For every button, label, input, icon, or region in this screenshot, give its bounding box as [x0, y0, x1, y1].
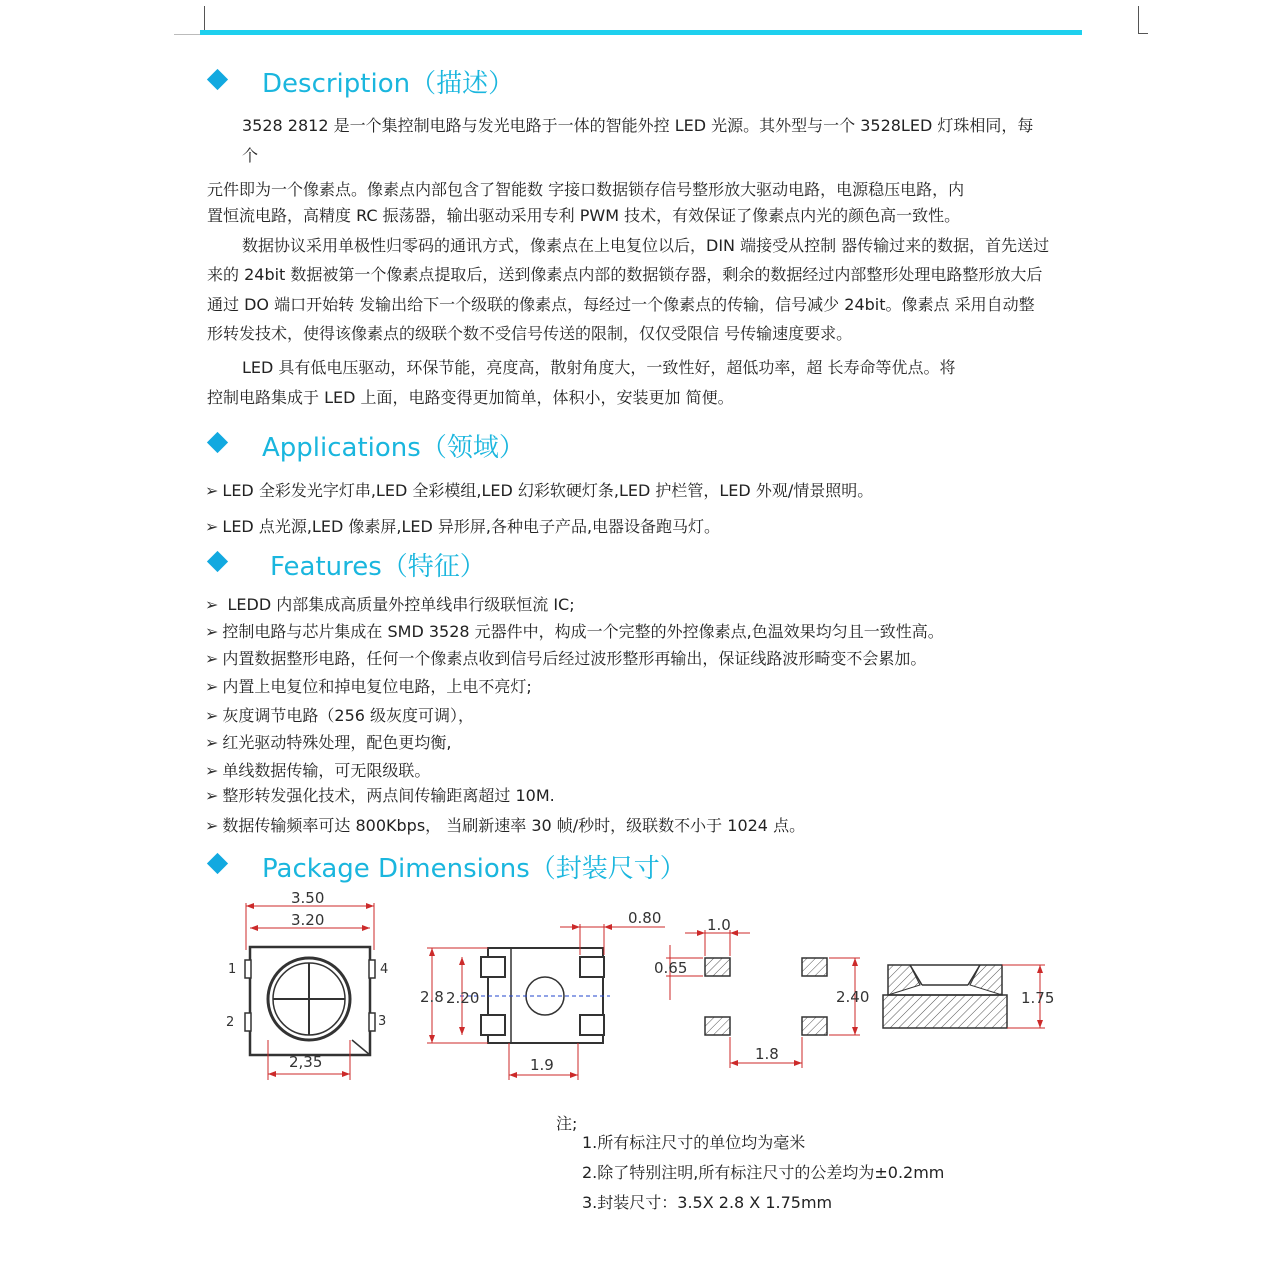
feature-item-text: LEDD 内部集成高质量外控单线串行级联恒流 IC;	[222, 595, 575, 614]
bottom-pad	[481, 1015, 505, 1035]
arrow-bullet-icon: ➢	[205, 622, 219, 641]
pin-pad	[369, 960, 375, 978]
features-heading: Features（特征）	[270, 552, 486, 582]
top-view	[226, 889, 388, 1080]
dim-inner-width: 3.20	[291, 911, 325, 929]
bottom-view	[420, 909, 665, 1080]
dim-bottom-width: 2,35	[289, 1053, 323, 1071]
note-item: 3.封装尺寸：3.5X 2.8 X 1.75mm	[582, 1193, 833, 1212]
dim-pad-width: 0.80	[628, 909, 662, 927]
description-line: 通过 DO 端口开始转 发输出给下一个级联的像素点，每经过一个像素点的传输，信号减少 24bit。像素点 采用自动整	[207, 295, 1035, 314]
feature-item-text: 内置数据整形电路，任何一个像素点收到信号后经过波形整形再输出，保证线路波形畸变不会累加。	[222, 649, 927, 668]
dim-height-outer: 2.8	[420, 988, 444, 1006]
dim-top-width: 3.50	[291, 889, 325, 907]
arrow-bullet-icon: ➢	[205, 481, 219, 500]
arrow-bullet-icon: ➢	[205, 706, 219, 725]
footprint-view	[654, 916, 869, 1068]
pin-label: 3	[378, 1014, 387, 1029]
description-line: 元件即为一个像素点。像素点内部包含了智能数 字接口数据锁存信号整形放大驱动电路，电源稳压电路，内	[207, 180, 965, 199]
note-item: 1.所有标注尺寸的单位均为毫米	[582, 1133, 806, 1152]
arrow-bullet-icon: ➢	[205, 649, 219, 668]
description-line: 形转发技术，使得该像素点的级联个数不受信号传送的限制，仅仅受限信 号传输速度要求。	[207, 324, 853, 343]
description-line: 置恒流电路，高精度 RC 振荡器，输出驱动采用专利 PWM 技术，有效保证了像素点内光的颜色高一致性。	[207, 206, 961, 225]
application-item-text: LED 全彩发光字灯串,LED 全彩模组,LED 幻彩软硬灯条,LED 护栏管，LED 外观/情景照明。	[222, 481, 874, 500]
dim-height-inner: 2.20	[446, 989, 480, 1007]
dim-fp-pad-h: 0.65	[654, 959, 688, 977]
arrow-bullet-icon: ➢	[205, 517, 219, 536]
arrow-bullet-icon: ➢	[205, 786, 219, 805]
feature-item-text: 控制电路与芯片集成在 SMD 3528 元器件中，构成一个完整的外控像素点,色温效果均匀且一致性高。	[222, 622, 944, 641]
pin-label: 2	[226, 1015, 235, 1030]
arrow-bullet-icon: ➢	[205, 816, 219, 835]
arrow-bullet-icon: ➢	[205, 677, 219, 696]
footprint-pad	[705, 958, 730, 976]
bottom-pad	[481, 957, 505, 977]
dim-fp-gap: 1.8	[755, 1045, 779, 1063]
pin-pad	[245, 960, 251, 978]
description-line: 3528 2812 是一个集控制电路与发光电路于一体的智能外控 LED 光源。其外型与一个 3528LED 灯珠相同，每	[242, 116, 1034, 135]
pin-label: 4	[380, 962, 389, 977]
side-base	[883, 995, 1007, 1028]
footprint-pad	[802, 958, 827, 976]
package-heading: Package Dimensions（封装尺寸）	[262, 854, 686, 884]
dim-fp-height: 2.40	[836, 988, 870, 1006]
feature-item-text: 数据传输频率可达 800Kbps， 当刷新速率 30 帧/秒时，级联数不小于 1024 点。	[222, 816, 806, 835]
description-line: LED 具有低电压驱动，环保节能，亮度高，散射角度大，一致性好，超低功率，超 长寿命等优点。将	[242, 358, 956, 377]
feature-item-text: 单线数据传输，可无限级联。	[222, 761, 431, 780]
feature-item-text: 整形转发强化技术，两点间传输距离超过 10M.	[222, 786, 555, 805]
description-line: 数据协议采用单极性归零码的通讯方式，像素点在上电复位以后，DIN 端接受从控制 器传输过来的数据，首先送过	[242, 236, 1050, 255]
applications-heading: Applications（领域）	[262, 433, 525, 463]
footprint-pad	[802, 1017, 827, 1035]
arrow-bullet-icon: ➢	[205, 733, 219, 752]
pin-label: 1	[228, 962, 237, 977]
bottom-pad	[580, 957, 604, 977]
notes-title: 注;	[556, 1114, 578, 1133]
application-item-text: LED 点光源,LED 像素屏,LED 异形屏,各种电子产品,电器设备跑马灯。	[222, 517, 721, 536]
description-line: 来的 24bit 数据被第一个像素点提取后，送到像素点内部的数据锁存器，剩余的数据经过内部整形处理电路整形放大后	[207, 265, 1043, 284]
arrow-bullet-icon: ➢	[205, 761, 219, 780]
feature-item-text: 内置上电复位和掉电复位电路，上电不亮灯;	[222, 677, 532, 696]
dim-side-height: 1.75	[1021, 989, 1055, 1007]
side-view	[883, 965, 1054, 1028]
pin-pad	[245, 1013, 251, 1031]
arrow-bullet-icon: ➢	[205, 595, 219, 614]
dim-fp-pad: 1.0	[707, 916, 731, 934]
dim-pad-pitch: 1.9	[530, 1056, 554, 1074]
description-heading: Description（描述）	[262, 69, 515, 99]
description-line: 控制电路集成于 LED 上面，电路变得更加简单，体积小，安装更加 简便。	[207, 388, 734, 407]
footprint-pad	[705, 1017, 730, 1035]
description-line: 个	[242, 146, 259, 165]
feature-item-text: 灰度调节电路（256 级灰度可调），	[222, 706, 475, 725]
pin-pad	[369, 1013, 375, 1031]
bottom-pad	[580, 1015, 604, 1035]
note-item: 2.除了特别注明,所有标注尺寸的公差均为±0.2mm	[582, 1163, 945, 1182]
feature-item-text: 红光驱动特殊处理，配色更均衡,	[222, 733, 452, 752]
